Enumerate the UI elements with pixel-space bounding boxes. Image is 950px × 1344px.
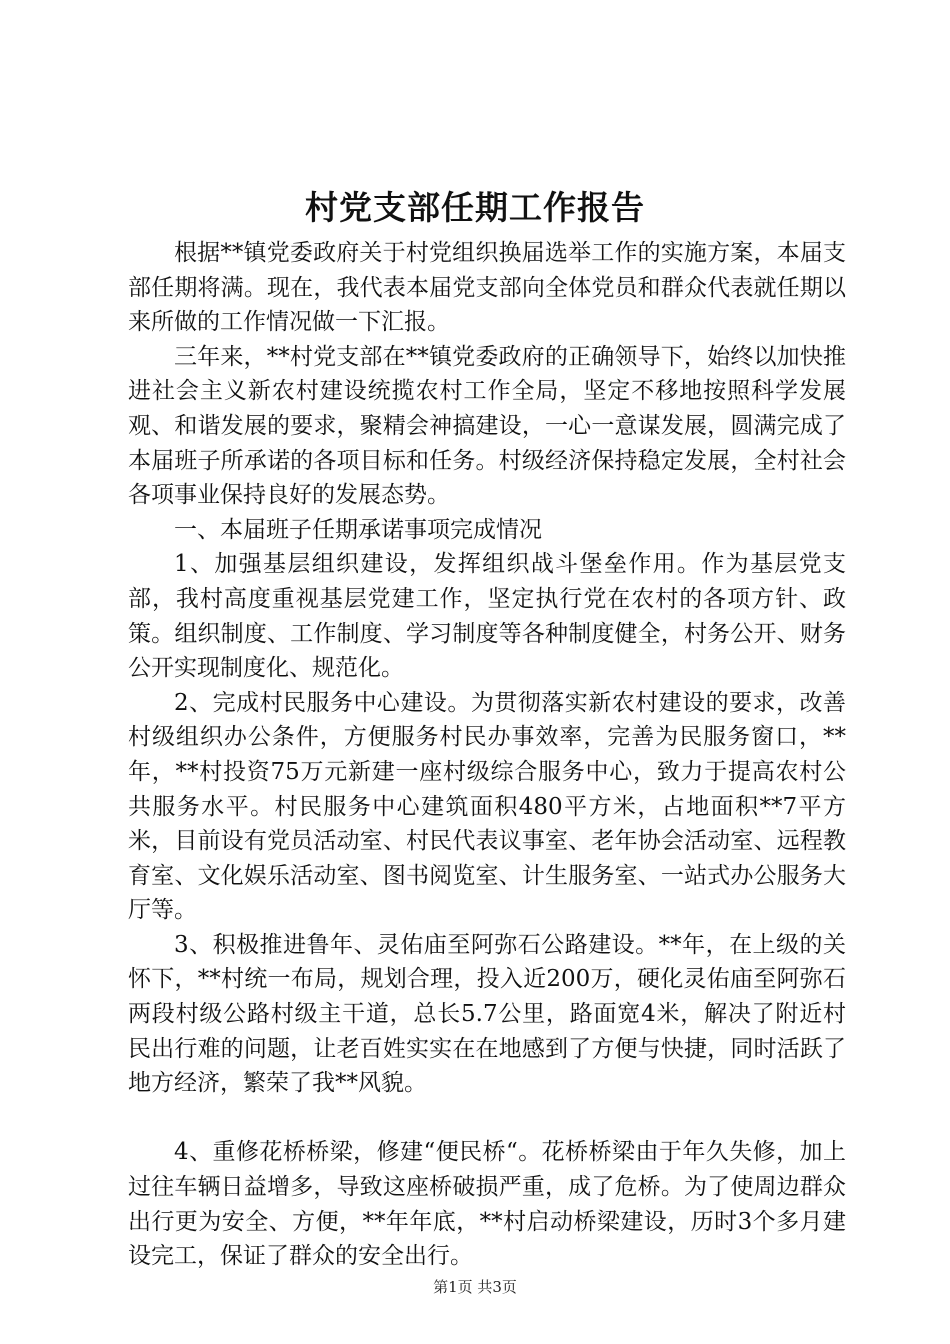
paragraph-item-1: 1、加强基层组织建设，发挥组织战斗堡垒作用。作为基层党支部，我村高度重视基层党建工作，坚定执行党在农村的各项方针、政策。组织制度、工作制度、学习制度等各种制度健全，村务公开、财务公开实现制度化、规范化。 [128, 551, 846, 682]
document-title: 村党支部任期工作报告 [305, 188, 645, 227]
paragraph-item-2: 2、完成村民服务中心建设。为贯彻落实新农村建设的要求，改善村级组织办公条件，方便服务村民办事效率，完善为民服务窗口，**年，**村投资75万元新建一座村级综合服务中心，致力于提高农村公共服务水平。村民服务中心建筑面积480平方米，占地面积**7平方米，目前设有党员活动室、村民代表议事室、老年协会活动室、远程教育室、文化娱乐活动室、图书阅览室、计生服务室、一站式办公服务大厅等。 [128, 689, 846, 924]
section-heading: 一、本届班子任期承诺事项完成情况 [174, 516, 542, 543]
paragraph-item-3: 3、积极推进鲁年、灵佑庙至阿弥石公路建设。**年，在上级的关怀下，**村统一布局，规划合理，投入近200万，硬化灵佑庙至阿弥石两段村级公路村级主干道，总长5.7公里，路面宽4米，解决了附近村民出行难的问题，让老百姓实实在在地感到了方便与快捷，同时活跃了地方经济，繁荣了我**风貌。 [128, 931, 846, 1097]
page-footer: 第1页 共3页 [433, 1278, 517, 1296]
paragraph-item-4: 4、重修花桥桥梁，修建“便民桥“。花桥桥梁由于年久失修，加上过往车辆日益增多，导致这座桥破损严重，成了危桥。为了使周边群众出行更为安全、方便，**年年底，**村启动桥梁建设，历时3个多月建设完工，保证了群众的安全出行。 [128, 1139, 846, 1270]
document-body [128, 236, 846, 1274]
paragraph-summary: 三年来，**村党支部在**镇党委政府的正确领导下，始终以加快推进社会主义新农村建设统揽农村工作全局，坚定不移地按照科学发展观、和谐发展的要求，聚精会神搞建设，一心一意谋发展，圆满完成了本届班子所承诺的各项目标和任务。村级经济保持稳定发展，全村社会各项事业保持良好的发展态势。 [128, 343, 846, 509]
paragraph-intro: 根据**镇党委政府关于村党组织换届选举工作的实施方案，本届支部任期将满。现在，我代表本届党支部向全体党员和群众代表就任期以来所做的工作情况做一下汇报。 [128, 240, 846, 336]
